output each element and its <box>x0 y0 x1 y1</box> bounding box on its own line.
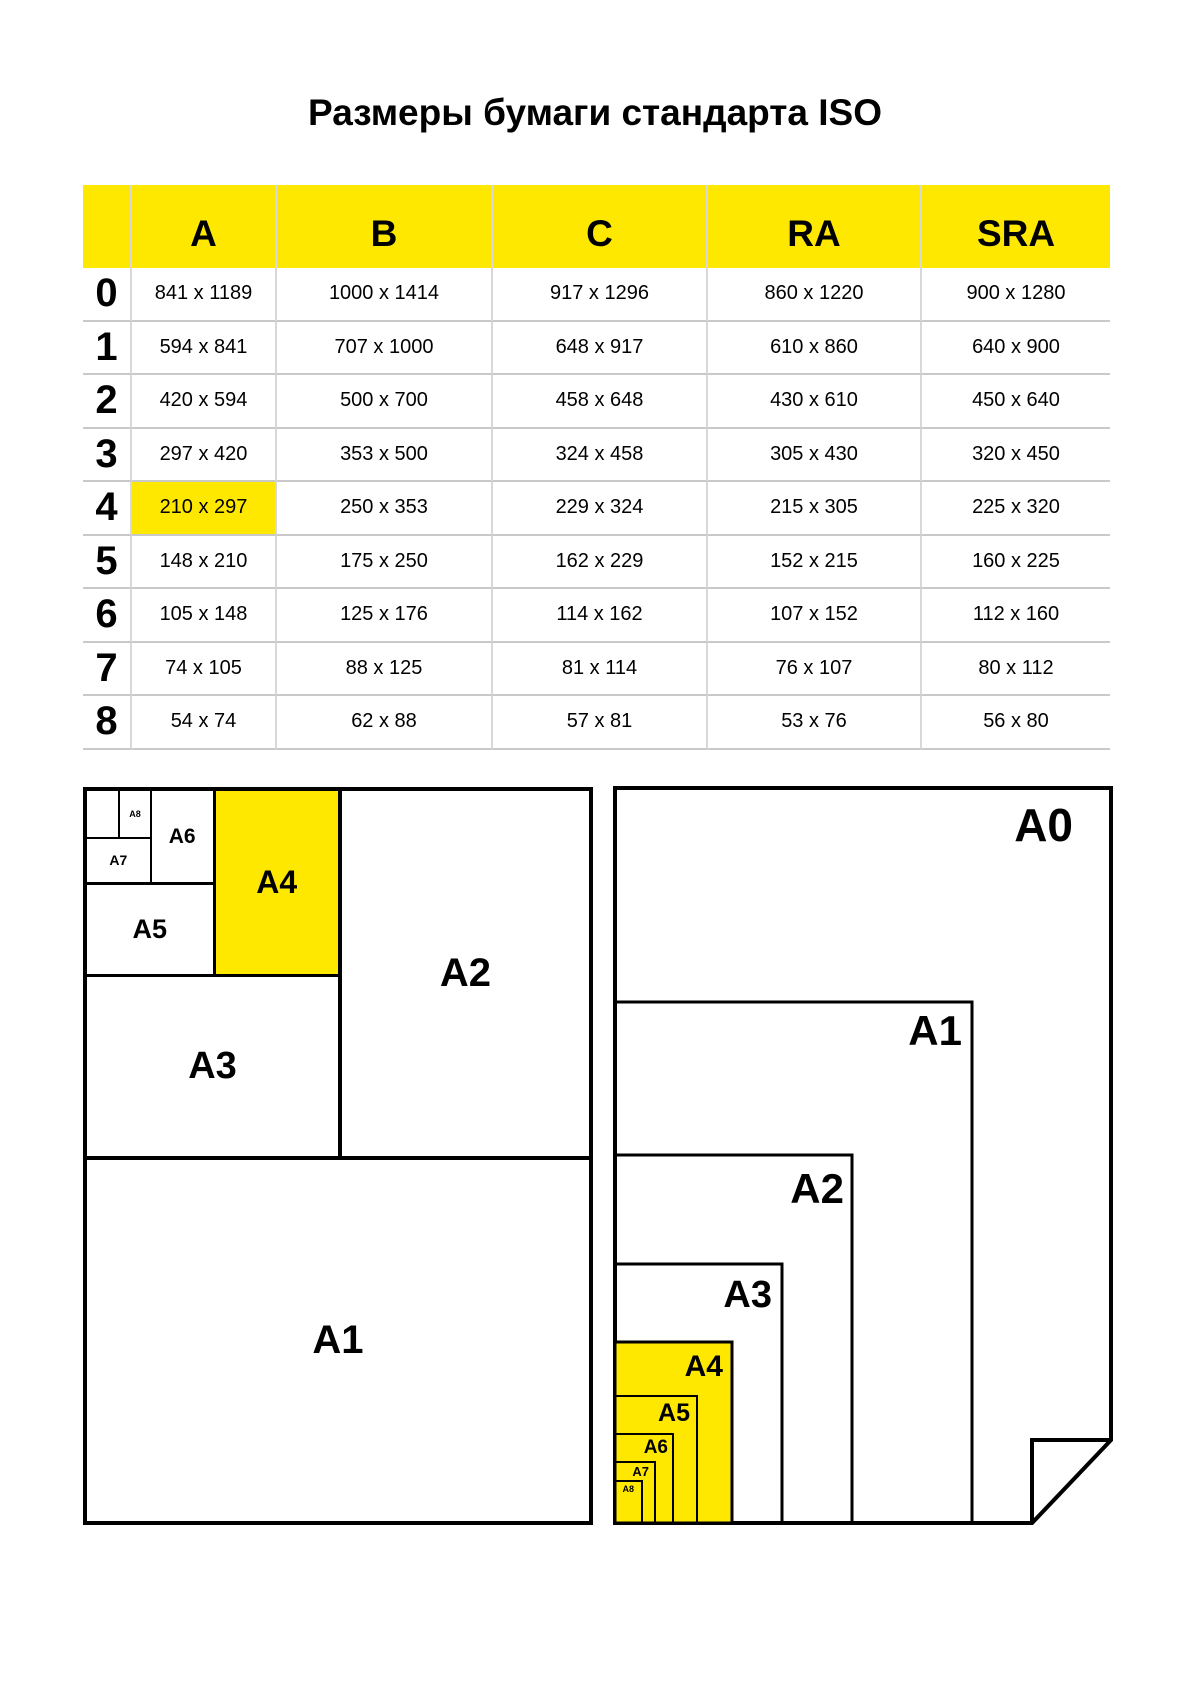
size-cell-highlighted-a4: 210 x 297 <box>132 482 277 536</box>
size-cell: 56 x 80 <box>922 696 1110 750</box>
region-label: A5 <box>132 913 167 944</box>
sheet-label-a2: A2 <box>790 1165 844 1212</box>
size-cell: 917 x 1296 <box>493 268 708 322</box>
size-cell: 162 x 229 <box>493 536 708 590</box>
size-cell: 225 x 320 <box>922 482 1110 536</box>
size-cell: 125 x 176 <box>277 589 493 643</box>
paper-size-table <box>83 185 1110 750</box>
row-number: 1 <box>83 322 132 376</box>
size-cell: 1000 x 1414 <box>277 268 493 322</box>
row-number: 6 <box>83 589 132 643</box>
size-cell: 76 x 107 <box>708 643 922 697</box>
column-header-sra: SRA <box>922 185 1110 268</box>
size-cell: 148 x 210 <box>132 536 277 590</box>
subdivision-region-a4-highlighted <box>213 791 339 974</box>
size-cell: 450 x 640 <box>922 375 1110 429</box>
size-cell: 105 x 148 <box>132 589 277 643</box>
size-cell: 297 x 420 <box>132 429 277 483</box>
size-cell: 80 x 112 <box>922 643 1110 697</box>
size-cell: 500 x 700 <box>277 375 493 429</box>
size-cell: 900 x 1280 <box>922 268 1110 322</box>
row-number: 8 <box>83 696 132 750</box>
column-header-c: C <box>493 185 708 268</box>
sheet-label-a1: A1 <box>908 1007 962 1054</box>
subdivision-region-a1 <box>87 1156 589 1521</box>
size-cell: 430 x 610 <box>708 375 922 429</box>
a-series-nesting-diagram <box>613 786 1113 1525</box>
size-cell: 57 x 81 <box>493 696 708 750</box>
row-number: 7 <box>83 643 132 697</box>
subdivision-region-a6 <box>150 791 213 882</box>
size-cell: 640 x 900 <box>922 322 1110 376</box>
row-number: 2 <box>83 375 132 429</box>
row-number: 4 <box>83 482 132 536</box>
sheet-label-a5: A5 <box>658 1399 690 1427</box>
sheet-label-a4: A4 <box>684 1350 723 1383</box>
folded-corner <box>1032 1440 1111 1523</box>
a0-subdivision-diagram <box>83 787 593 1525</box>
sheet-label-a0: A0 <box>1014 799 1073 851</box>
size-cell: 215 x 305 <box>708 482 922 536</box>
region-label: A2 <box>439 951 492 995</box>
subdivision-region-a7 <box>87 837 150 883</box>
sheet-label-a7: A7 <box>632 1464 649 1479</box>
region-label: A1 <box>312 1318 364 1362</box>
column-header-a: A <box>132 185 277 268</box>
size-cell: 54 x 74 <box>132 696 277 750</box>
size-cell: 88 x 125 <box>277 643 493 697</box>
size-cell: 353 x 500 <box>277 429 493 483</box>
column-header-ra: RA <box>708 185 922 268</box>
size-cell: 305 x 430 <box>708 429 922 483</box>
region-label: A7 <box>109 852 128 869</box>
row-number: 5 <box>83 536 132 590</box>
sheet-label-a8: A8 <box>622 1484 634 1494</box>
sheet-label-a6: A6 <box>643 1437 668 1458</box>
subdivision-region-a3 <box>87 974 338 1157</box>
subdivision-region-a8 <box>118 791 149 837</box>
size-cell: 324 x 458 <box>493 429 708 483</box>
size-cell: 420 x 594 <box>132 375 277 429</box>
size-cell: 594 x 841 <box>132 322 277 376</box>
region-label: A6 <box>168 824 196 848</box>
page-title: Размеры бумаги стандарта ISO <box>308 92 882 133</box>
size-cell: 320 x 450 <box>922 429 1110 483</box>
size-cell: 707 x 1000 <box>277 322 493 376</box>
column-header-b: B <box>277 185 493 268</box>
size-cell: 74 x 105 <box>132 643 277 697</box>
size-cell: 112 x 160 <box>922 589 1110 643</box>
sheet-label-a3: A3 <box>723 1274 772 1316</box>
size-cell: 860 x 1220 <box>708 268 922 322</box>
size-cell: 107 x 152 <box>708 589 922 643</box>
size-cell: 841 x 1189 <box>132 268 277 322</box>
size-cell: 53 x 76 <box>708 696 922 750</box>
region-label: A3 <box>188 1044 237 1087</box>
table-corner-cell <box>83 185 132 268</box>
size-cell: 62 x 88 <box>277 696 493 750</box>
size-cell: 114 x 162 <box>493 589 708 643</box>
row-number: 3 <box>83 429 132 483</box>
subdivision-region-a2 <box>338 791 589 1156</box>
size-cell: 648 x 917 <box>493 322 708 376</box>
size-cell: 175 x 250 <box>277 536 493 590</box>
size-cell: 81 x 114 <box>493 643 708 697</box>
size-cell: 458 x 648 <box>493 375 708 429</box>
size-cell: 229 x 324 <box>493 482 708 536</box>
region-label: A4 <box>256 863 298 900</box>
size-cell: 250 x 353 <box>277 482 493 536</box>
subdivision-region-a5 <box>87 882 213 973</box>
region-label: A8 <box>129 808 141 819</box>
row-number: 0 <box>83 268 132 322</box>
size-cell: 610 x 860 <box>708 322 922 376</box>
size-cell: 160 x 225 <box>922 536 1110 590</box>
size-cell: 152 x 215 <box>708 536 922 590</box>
